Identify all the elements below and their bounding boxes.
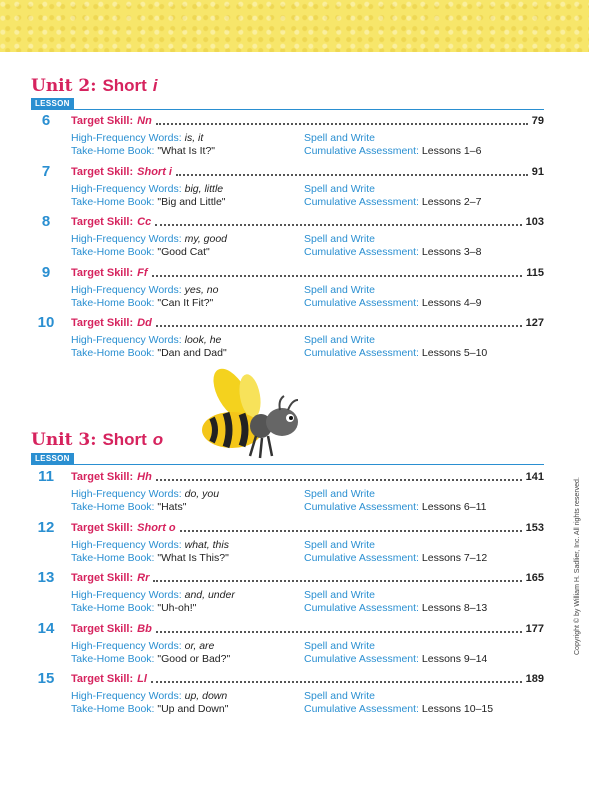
cumulative-assessment: Cumulative Assessment: Lessons 1–6 bbox=[304, 145, 482, 157]
cumulative-assessment: Cumulative Assessment: Lessons 5–10 bbox=[304, 347, 488, 359]
lesson-number: 12 bbox=[37, 518, 55, 536]
page-number: 79 bbox=[531, 115, 544, 127]
lesson-number: 13 bbox=[37, 569, 55, 586]
target-skill-row bbox=[71, 469, 544, 485]
target-skill-label: Target Skill: bbox=[71, 521, 134, 534]
take-home-book: Take-Home Book: "Can It Fit?" bbox=[71, 296, 214, 309]
lesson-number: 15 bbox=[37, 670, 55, 687]
target-skill-label: Target Skill: bbox=[71, 572, 134, 584]
lesson-number: 14 bbox=[37, 619, 55, 637]
spell-and-write: Spell and Write bbox=[304, 589, 376, 601]
target-skill-value: Hh bbox=[137, 471, 152, 483]
page-number: 127 bbox=[525, 317, 544, 329]
target-skill-row bbox=[71, 113, 544, 129]
lesson-number: 7 bbox=[41, 162, 51, 180]
cumulative-assessment: Cumulative Assessment: Lessons 6–11 bbox=[304, 501, 487, 513]
target-skill-value: Rr bbox=[137, 572, 150, 584]
lesson-row bbox=[31, 164, 544, 212]
target-skill-label: Target Skill: bbox=[71, 165, 134, 178]
dot-leader bbox=[156, 123, 528, 125]
target-skill-value: Short o bbox=[137, 521, 176, 534]
high-frequency-words: High-Frequency Words: is, it bbox=[71, 132, 204, 144]
high-frequency-words: High-Frequency Words: my, good bbox=[71, 233, 228, 245]
spell-and-write: Spell and Write bbox=[304, 283, 376, 296]
target-skill-label: Target Skill: bbox=[71, 266, 134, 279]
dot-leader bbox=[176, 174, 528, 176]
spell-and-write: Spell and Write bbox=[304, 182, 376, 195]
target-skill-row bbox=[71, 265, 544, 281]
take-home-book: Take-Home Book: "Dan and Dad" bbox=[71, 347, 227, 359]
page-number: 165 bbox=[525, 572, 544, 584]
cumulative-assessment: Cumulative Assessment: Lessons 9–14 bbox=[304, 652, 488, 665]
lesson-row bbox=[31, 113, 544, 161]
high-frequency-words: High-Frequency Words: yes, no bbox=[71, 283, 219, 296]
cumulative-assessment: Cumulative Assessment: Lessons 10–15 bbox=[304, 703, 494, 715]
lesson-row bbox=[31, 671, 544, 719]
target-skill-value: Bb bbox=[137, 622, 152, 635]
target-skill-label: Target Skill: bbox=[71, 115, 134, 127]
target-skill-row bbox=[71, 570, 544, 586]
take-home-book: Take-Home Book: "What Is This?" bbox=[71, 551, 229, 564]
page-number: 91 bbox=[531, 165, 544, 178]
target-skill-value: Ff bbox=[137, 266, 148, 279]
target-skill-value: Nn bbox=[137, 115, 152, 127]
high-frequency-words: High-Frequency Words: and, under bbox=[71, 589, 235, 601]
lesson-row bbox=[31, 621, 544, 669]
lesson-row bbox=[31, 315, 544, 363]
unit-3-lesson-tag: LESSON bbox=[31, 453, 74, 464]
take-home-book: Take-Home Book: "What Is It?" bbox=[71, 145, 216, 157]
target-skill-row bbox=[71, 621, 544, 637]
lesson-row bbox=[31, 570, 544, 618]
cumulative-assessment: Cumulative Assessment: Lessons 8–13 bbox=[304, 602, 488, 614]
take-home-book: Take-Home Book: "Up and Down" bbox=[71, 703, 229, 715]
dot-leader bbox=[180, 530, 522, 532]
spell-and-write: Spell and Write bbox=[304, 334, 376, 346]
target-skill-row bbox=[71, 520, 544, 536]
copyright-notice: Copyright © by William H. Sadlier, Inc. All rights reserved. bbox=[574, 477, 581, 655]
lesson-row bbox=[31, 469, 544, 517]
spell-and-write: Spell and Write bbox=[304, 488, 376, 500]
cumulative-assessment: Cumulative Assessment: Lessons 3–8 bbox=[304, 246, 482, 258]
dot-leader bbox=[153, 580, 521, 582]
dot-leader bbox=[156, 631, 522, 633]
target-skill-label: Target Skill: bbox=[71, 471, 134, 483]
unit-2-title: Unit 2: Short i bbox=[31, 76, 158, 96]
page-number: 141 bbox=[525, 471, 544, 483]
target-skill-label: Target Skill: bbox=[71, 673, 134, 685]
high-frequency-words: High-Frequency Words: do, you bbox=[71, 488, 220, 500]
take-home-book: Take-Home Book: "Good or Bad?" bbox=[71, 652, 231, 665]
cumulative-assessment: Cumulative Assessment: Lessons 4–9 bbox=[304, 296, 482, 309]
take-home-book: Take-Home Book: "Big and Little" bbox=[71, 195, 226, 208]
target-skill-row bbox=[71, 214, 544, 230]
dot-leader bbox=[155, 224, 521, 226]
lesson-row bbox=[31, 265, 544, 313]
cumulative-assessment: Cumulative Assessment: Lessons 2–7 bbox=[304, 195, 482, 208]
lesson-number: 10 bbox=[37, 314, 55, 331]
dot-leader bbox=[156, 325, 522, 327]
spell-and-write: Spell and Write bbox=[304, 690, 376, 702]
page-number: 153 bbox=[525, 521, 544, 534]
page-number: 103 bbox=[525, 216, 544, 228]
unit-2-lesson-tag: LESSON bbox=[31, 98, 74, 109]
take-home-book: Take-Home Book: "Hats" bbox=[71, 501, 187, 513]
target-skill-row bbox=[71, 164, 544, 180]
lesson-number: 8 bbox=[41, 213, 51, 230]
unit-3-title: Unit 3: Short o bbox=[31, 430, 164, 450]
target-skill-label: Target Skill: bbox=[71, 622, 134, 635]
cumulative-assessment: Cumulative Assessment: Lessons 7–12 bbox=[304, 551, 488, 564]
page-number: 177 bbox=[525, 622, 544, 635]
dot-leader bbox=[156, 479, 522, 481]
bee-illustration bbox=[198, 366, 304, 462]
target-skill-row bbox=[71, 671, 544, 687]
dot-leader bbox=[151, 681, 522, 683]
target-skill-value: Ll bbox=[137, 673, 147, 685]
target-skill-value: Cc bbox=[137, 216, 152, 228]
target-skill-row bbox=[71, 315, 544, 331]
page-number: 189 bbox=[525, 673, 544, 685]
take-home-book: Take-Home Book: "Good Cat" bbox=[71, 246, 210, 258]
spell-and-write: Spell and Write bbox=[304, 538, 376, 551]
high-frequency-words: High-Frequency Words: or, are bbox=[71, 639, 215, 652]
spell-and-write: Spell and Write bbox=[304, 233, 376, 245]
high-frequency-words: High-Frequency Words: up, down bbox=[71, 690, 228, 702]
spell-and-write: Spell and Write bbox=[304, 639, 376, 652]
target-skill-value: Short i bbox=[137, 165, 172, 178]
lesson-number: 9 bbox=[41, 263, 51, 281]
lesson-row bbox=[31, 214, 544, 262]
target-skill-label: Target Skill: bbox=[71, 317, 134, 329]
spell-and-write: Spell and Write bbox=[304, 132, 376, 144]
target-skill-value: Dd bbox=[137, 317, 152, 329]
page-number: 115 bbox=[526, 266, 544, 279]
lesson-row bbox=[31, 520, 544, 568]
top-banner bbox=[0, 0, 589, 52]
dot-leader bbox=[152, 275, 523, 277]
target-skill-label: Target Skill: bbox=[71, 216, 134, 228]
take-home-book: Take-Home Book: "Uh-oh!" bbox=[71, 602, 197, 614]
lesson-number: 6 bbox=[41, 112, 51, 129]
high-frequency-words: High-Frequency Words: what, this bbox=[71, 538, 229, 551]
high-frequency-words: High-Frequency Words: big, little bbox=[71, 182, 224, 195]
lesson-number: 11 bbox=[38, 468, 54, 485]
unit-3-rule bbox=[31, 464, 544, 465]
unit-2-rule bbox=[31, 109, 544, 110]
high-frequency-words: High-Frequency Words: look, he bbox=[71, 334, 222, 346]
